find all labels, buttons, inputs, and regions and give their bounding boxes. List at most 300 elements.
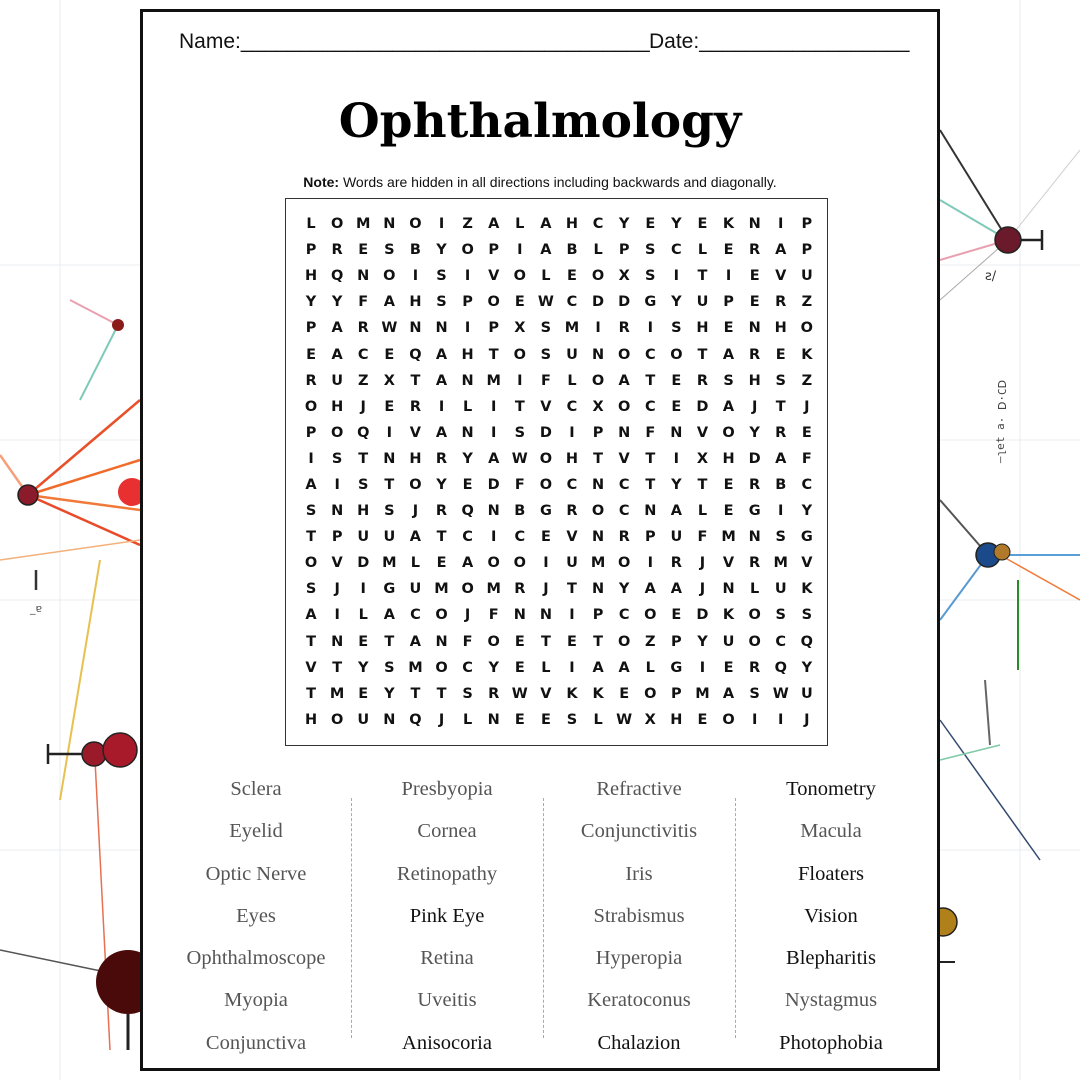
grid-letter: R [331,242,343,259]
grid-letter: O [330,711,344,728]
grid-letter: J [334,581,340,598]
grid-letter: X [696,450,709,467]
word-column-3 [543,768,735,1064]
grid-letter: A [488,216,500,233]
grid-letter: B [775,476,787,493]
grid-letter: R [618,529,630,546]
grid-letter: Y [357,659,369,676]
worksheet-page [140,9,940,1071]
grid-letter: I [334,607,340,624]
grid-letter: Y [801,503,813,520]
grid-letter: B [409,242,421,259]
word-item: Photophobia [779,1031,883,1054]
grid-letter: K [566,685,578,702]
grid-letter: T [436,529,447,546]
grid-letter: Y [436,476,447,493]
grid-letter: Y [618,581,630,598]
grid-letter: Y [801,659,813,676]
grid-letter: E [358,685,369,702]
grid-letter: I [360,581,366,598]
grid-letter: I [699,659,706,676]
grid-letter: O [435,607,448,624]
grid-letter: C [566,476,578,493]
grid-letter: R [749,242,761,259]
grid-letter: R [305,372,317,389]
grid-letter: E [358,633,369,650]
grid-letter: O [513,555,526,572]
grid-letter: M [329,685,345,702]
grid-letter: E [723,320,734,337]
grid-letter: I [517,242,523,259]
grid-letter: O [722,711,735,728]
grid-letter: T [514,398,525,415]
grid-letter: W [381,320,398,337]
grid-letter: T [645,476,656,493]
word-item: Refractive [596,778,682,800]
grid-letter: I [438,398,445,415]
grid-letter: N [513,607,526,624]
grid-letter: D [487,476,500,493]
grid-letter: E [723,659,734,676]
grid-letter: N [435,320,448,337]
grid-letter: T [775,398,786,415]
grid-letter: L [541,659,551,676]
grid-letter: N [670,424,683,441]
grid-letter: A [775,242,787,259]
grid-letter: C [462,529,473,546]
grid-letter: U [800,268,813,285]
grid-letter: E [619,685,630,702]
grid-letter: S [384,503,395,520]
grid-letter: H [304,711,318,728]
grid-letter: O [304,555,318,572]
grid-letter: A [618,659,630,676]
grid-letter: F [801,450,812,467]
grid-letter: A [383,294,395,311]
word-item: Nystagmus [784,989,878,1012]
grid-letter: P [801,242,813,259]
grid-letter: Y [436,242,447,259]
grid-letter: I [569,607,575,624]
word-item: Ophthalmoscope [186,947,326,970]
grid-letter: P [305,424,317,441]
grid-letter: I [491,529,497,546]
grid-letter: I [334,476,340,493]
date-field[interactable]: Date:__________________ [649,30,910,53]
grid-letter: N [618,424,631,441]
grid-letter: Q [800,633,813,650]
grid-letter: E [723,242,734,259]
grid-letter: T [410,372,421,389]
grid-letter: S [305,581,317,598]
grid-letter: N [331,633,344,650]
grid-letter: Q [330,268,344,285]
word-item: Retinopathy [396,862,498,885]
grid-letter: V [488,268,500,285]
grid-letter: D [357,555,370,572]
grid-letter: J [699,555,706,572]
grid-letter: I [673,268,680,285]
grid-letter: A [409,633,422,650]
grid-letter: X [383,372,395,389]
word-list [160,768,924,1058]
grid-letter: N [409,320,422,337]
grid-letter: U [566,346,578,363]
grid-letter: Y [331,294,343,311]
grid-letter: U [800,685,813,702]
svg-text:_ɐ: _ɐ [30,602,43,615]
grid-letter: J [751,398,758,415]
grid-letter: V [775,268,787,285]
grid-letter: J [804,711,810,728]
grid-letter: D [748,450,761,467]
grid-letter: D [539,424,552,441]
grid-letter: S [358,476,369,493]
grid-letter: N [748,529,761,546]
grid-letter: T [384,476,395,493]
grid-letter: G [644,294,657,311]
grid-letter: G [800,529,813,546]
grid-letter: A [670,503,682,520]
grid-letter: M [356,216,371,233]
grid-letter: I [438,216,445,233]
grid-letter: S [723,372,734,389]
svg-text:ƨ∕: ƨ∕ [985,269,997,284]
grid-letter: H [722,450,735,467]
word-item: Retina [420,947,474,970]
grid-letter: W [511,685,528,702]
grid-letter: J [699,581,706,598]
grid-letter: N [487,503,500,520]
grid-letter: M [408,659,423,676]
grid-letter: H [748,372,761,389]
grid-letter: O [591,503,605,520]
grid-letter: T [697,346,708,363]
grid-letter: Z [645,633,656,650]
grid-letter: N [644,503,657,520]
grid-letter: O [618,346,631,363]
grid-letter: M [486,372,501,389]
grid-letter: P [462,294,473,311]
grid-letter: H [409,294,422,311]
grid-letter: M [590,555,606,572]
grid-letter: N [357,268,370,285]
grid-letter: Y [749,424,760,441]
grid-letter: T [358,450,369,467]
grid-letter: N [331,503,344,520]
word-search-grid [285,198,828,746]
grid-letter: W [772,685,789,702]
grid-letter: N [383,450,396,467]
grid-letter: S [775,372,786,389]
grid-letter: E [775,346,786,363]
grid-letter: S [566,711,578,728]
grid-letter: O [330,424,344,441]
grid-letter: N [461,372,474,389]
grid-letter: C [566,398,578,415]
grid-letter: U [409,581,422,598]
grid-letter: I [778,711,784,728]
grid-letter: T [540,633,551,650]
grid-letter: J [464,607,471,624]
grid-letter: V [801,555,813,572]
grid-letter: T [306,633,316,650]
word-item: Keratoconus [587,989,691,1012]
grid-letter: O [409,476,422,493]
grid-letter: U [331,372,344,389]
grid-letter: K [801,581,813,598]
grid-letter: A [488,450,500,467]
grid-letter: H [331,398,344,415]
grid-letter: S [331,450,343,467]
word-item: Eyes [236,904,276,927]
grid-letter: E [567,268,577,285]
grid-letter: A [435,346,448,363]
grid-letter: E [306,346,316,363]
grid-letter: A [305,607,317,624]
grid-letter: P [723,294,734,311]
grid-letter: I [386,424,393,441]
grid-letter: I [491,398,497,415]
grid-letter: G [748,503,761,520]
grid-letter: Z [462,216,473,233]
grid-letter: H [565,216,579,233]
grid-letter: U [696,294,709,311]
grid-letter: S [540,320,552,337]
grid-letter: R [435,450,448,467]
grid-letter: B [566,242,578,259]
svg-text:ᗡƆ·ᗡ ·ɐ ʇǝl—: ᗡƆ·ᗡ ·ɐ ʇǝl— [995,380,1008,464]
grid-letter: N [435,633,448,650]
grid-letter: A [461,555,474,572]
grid-letter: M [773,555,788,572]
grid-letter: P [618,242,630,259]
grid-letter: R [435,503,448,520]
grid-letter: O [722,424,735,441]
grid-letter: E [723,503,734,520]
grid-letter: F [645,424,656,441]
grid-letter: Q [357,424,370,441]
grid-letter: I [647,555,653,572]
grid-letter: T [488,346,499,363]
grid-letter: O [748,607,761,624]
grid-letter: O [513,346,526,363]
grid-letter: M [486,581,501,598]
grid-letter: A [722,685,735,702]
word-column-4 [735,768,927,1064]
grid-letter: T [645,372,656,389]
grid-letter: Q [409,346,422,363]
grid-letter: S [384,242,395,259]
grid-letter: E [514,659,525,676]
grid-letter: L [645,659,655,676]
grid-letter: P [305,320,317,337]
grid-letter: H [565,450,579,467]
grid-letter: I [569,659,575,676]
note-text: Words are hidden in all directions including backwards and diagonally. [339,174,777,190]
grid-letter: I [673,450,680,467]
word-item: Sclera [230,778,282,800]
grid-letter: E [671,607,682,624]
grid-letter: C [462,659,473,676]
grid-letter: C [801,476,813,493]
grid-letter: N [383,216,396,233]
grid-letter: G [670,659,683,676]
word-item: Myopia [224,989,288,1012]
grid-letter: E [749,268,760,285]
page-title: Ophthalmology [338,94,742,149]
grid-letter: D [592,294,605,311]
grid-letter: V [618,450,630,467]
grid-letter: A [540,216,552,233]
grid-letter: M [382,555,397,572]
grid-letter: J [412,503,419,520]
grid-letter: A [670,581,682,598]
grid-letter: D [696,398,709,415]
grid-letter: I [595,320,601,337]
grid-letter: O [539,476,553,493]
grid-letter: A [383,607,395,624]
grid-letter: V [331,555,343,572]
grid-letter: H [409,450,422,467]
grid-letter: Y [462,450,473,467]
grid-letter: L [541,268,551,285]
grid-letter: A [331,346,343,363]
word-item: Pink Eye [409,904,485,927]
grid-letter: F [514,476,525,493]
grid-letter: Y [697,633,708,650]
grid-letter: N [461,424,474,441]
grid-letter: J [804,398,810,415]
grid-letter: R [670,555,682,572]
grid-letter: F [697,529,708,546]
grid-letter: O [644,685,657,702]
grid-letter: N [748,320,761,337]
grid-letter: H [670,711,683,728]
grid-letter: T [697,268,708,285]
grid-letter: T [697,476,708,493]
grid-letter: P [488,242,500,259]
grid-letter: Q [774,659,787,676]
grid-letter: N [592,346,605,363]
grid-letter: L [750,581,760,598]
grid-letter: R [749,476,761,493]
grid-letter: C [357,346,369,363]
grid-letter: E [436,555,447,572]
grid-letter: T [436,685,447,702]
grid-letter: I [725,268,732,285]
grid-letter: E [514,633,525,650]
grid-letter: X [514,320,526,337]
grid-letter: H [461,346,474,363]
instructions-note [143,174,937,190]
name-field[interactable]: Name:___________________________________ [179,30,650,53]
grid-letter: S [305,503,317,520]
grid-letter: C [644,398,656,415]
grid-letter: J [543,581,549,598]
grid-letter: A [775,450,787,467]
grid-letter: V [722,555,735,572]
grid-letter: N [748,216,761,233]
grid-letter: O [487,633,500,650]
grid-letter: L [462,711,473,728]
grid-letter: H [357,503,370,520]
grid-letter: O [591,372,605,389]
word-column-2 [351,768,543,1064]
grid-letter: L [462,398,473,415]
grid-letter: O [487,294,500,311]
grid-letter: R [775,294,787,311]
grid-letter: Y [671,294,682,311]
grid-letter: I [569,424,575,441]
grid-letter: C [410,607,421,624]
grid-letter: Y [671,476,682,493]
grid-letter: L [593,711,603,728]
grid-letter: R [749,659,761,676]
grid-letter: U [670,529,683,546]
grid-letter: M [434,581,449,598]
grid-letter: W [616,711,633,728]
word-item: Uveitis [417,989,477,1012]
grid-letter: T [593,633,604,650]
grid-letter: O [383,268,396,285]
grid-letter: S [514,424,526,441]
grid-letter: N [592,476,605,493]
grid-letter: N [487,711,500,728]
grid-letter: A [435,424,448,441]
grid-letter: H [696,320,709,337]
grid-letter: V [696,424,709,441]
grid-letter: O [618,398,631,415]
grid-letter: O [487,555,500,572]
grid-letter: E [645,216,656,233]
grid-letter: P [331,529,343,546]
grid-letter: K [592,685,604,702]
grid-letter: T [306,529,316,546]
grid-letter: S [801,607,813,624]
grid-letter: V [540,685,552,702]
grid-letter: V [540,398,552,415]
grid-letter: R [618,320,630,337]
grid-letter: X [618,268,630,285]
grid-letter: L [358,607,368,624]
grid-letter: L [697,242,708,259]
grid-letter: R [409,398,421,415]
grid-letter: L [593,242,603,259]
grid-letter: Y [671,216,682,233]
grid-letter: H [774,320,787,337]
grid-letter: K [801,346,813,363]
grid-letter: X [592,398,604,415]
word-item: Blepharitis [786,947,876,970]
header-row [179,30,910,60]
grid-letter: O [513,268,526,285]
grid-letter: T [384,633,395,650]
grid-letter: C [514,529,526,546]
grid-letter: E [567,633,577,650]
grid-letter: S [462,685,473,702]
grid-letter: C [671,242,682,259]
grid-letter: N [592,581,605,598]
grid-letter: S [436,268,447,285]
grid-letter: O [748,633,761,650]
grid-letter: E [514,294,525,311]
letter-grid [298,211,820,733]
grid-letter: O [644,607,657,624]
grid-letter: I [491,424,497,441]
grid-letter: X [644,711,656,728]
grid-letter: K [722,216,735,233]
